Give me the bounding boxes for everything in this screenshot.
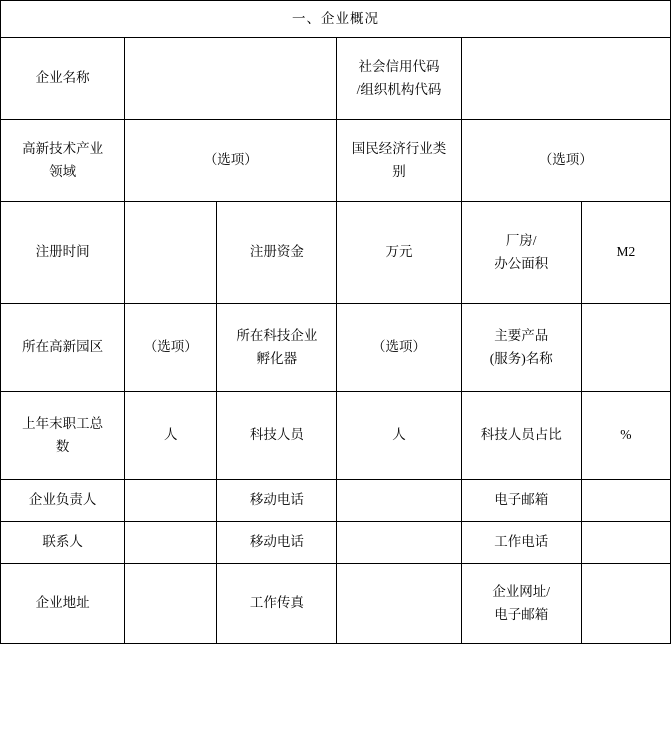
plant-area-unit: M2: [581, 202, 670, 304]
tech-staff-ratio-unit: %: [581, 392, 670, 480]
plant-area-label: [461, 202, 581, 304]
table-row: [1, 120, 671, 202]
leader-mobile-value[interactable]: [337, 480, 461, 522]
company-name-label: 企业名称: [1, 38, 125, 120]
industry-category-label-line2: 别: [392, 163, 406, 179]
credit-code-label-line1: 社会信用代码: [358, 58, 440, 74]
website-label: [461, 564, 581, 644]
website-label-line2: 电子邮箱: [494, 606, 549, 622]
tech-staff-unit: 人: [337, 392, 461, 480]
staff-total-label-line1: 上年末职工总: [22, 415, 104, 431]
address-label: 企业地址: [1, 564, 125, 644]
credit-code-value[interactable]: [461, 38, 670, 120]
leader-label: 企业负责人: [1, 480, 125, 522]
table-row: [1, 564, 671, 644]
leader-email-value[interactable]: [581, 480, 670, 522]
contact-mobile-value[interactable]: [337, 522, 461, 564]
table-row: [1, 202, 671, 304]
hightech-park-label: 所在高新园区: [1, 304, 125, 392]
fax-label: 工作传真: [217, 564, 337, 644]
main-product-label: [461, 304, 581, 392]
contact-worktel-label: 工作电话: [461, 522, 581, 564]
contact-worktel-value[interactable]: [581, 522, 670, 564]
register-time-label: 注册时间: [1, 202, 125, 304]
table-row: [1, 480, 671, 522]
section-title-text: 一、企业概况: [292, 10, 379, 26]
website-value[interactable]: [581, 564, 670, 644]
contact-value[interactable]: [125, 522, 217, 564]
main-product-value[interactable]: [581, 304, 670, 392]
incubator-label: [217, 304, 337, 392]
hightech-field-value[interactable]: （选项）: [125, 120, 337, 202]
staff-total-label: [1, 392, 125, 480]
contact-mobile-label: 移动电话: [217, 522, 337, 564]
leader-mobile-label: 移动电话: [217, 480, 337, 522]
register-capital-label: 注册资金: [217, 202, 337, 304]
hightech-park-value[interactable]: （选项）: [125, 304, 217, 392]
incubator-value[interactable]: （选项）: [337, 304, 461, 392]
tech-staff-ratio-label: 科技人员占比: [461, 392, 581, 480]
table-row: [1, 1, 671, 38]
plant-area-label-line1: 厂房/: [505, 232, 537, 248]
hightech-field-label-line1: 高新技术产业: [22, 140, 104, 156]
register-time-value[interactable]: [125, 202, 217, 304]
register-capital-unit: 万元: [337, 202, 461, 304]
website-label-line1: 企业网址/: [492, 583, 551, 599]
staff-total-label-line2: 数: [55, 438, 70, 454]
leader-value[interactable]: [125, 480, 217, 522]
main-product-label-line2: (服务)名称: [489, 350, 553, 366]
plant-area-label-line2: 办公面积: [494, 255, 549, 271]
fax-value[interactable]: [337, 564, 461, 644]
leader-email-label: 电子邮箱: [461, 480, 581, 522]
address-value[interactable]: [125, 564, 217, 644]
credit-code-label-line2: /组织机构代码: [356, 81, 442, 97]
staff-total-unit: 人: [125, 392, 217, 480]
credit-code-label: [337, 38, 461, 120]
main-product-label-line1: 主要产品: [494, 327, 549, 343]
industry-category-label: [337, 120, 461, 202]
industry-category-label-line1: 国民经济行业类: [351, 140, 447, 156]
tech-staff-label: 科技人员: [217, 392, 337, 480]
contact-label: 联系人: [1, 522, 125, 564]
table-row: [1, 522, 671, 564]
company-name-value[interactable]: [125, 38, 337, 120]
incubator-label-line2: 孵化器: [256, 350, 298, 366]
table-row: [1, 38, 671, 120]
hightech-field-label-line2: 领域: [49, 163, 77, 179]
table-row: [1, 392, 671, 480]
incubator-label-line1: 所在科技企业: [236, 327, 318, 343]
table-row: [1, 304, 671, 392]
hightech-field-label: [1, 120, 125, 202]
section-title: [1, 1, 671, 38]
industry-category-value[interactable]: （选项）: [461, 120, 670, 202]
